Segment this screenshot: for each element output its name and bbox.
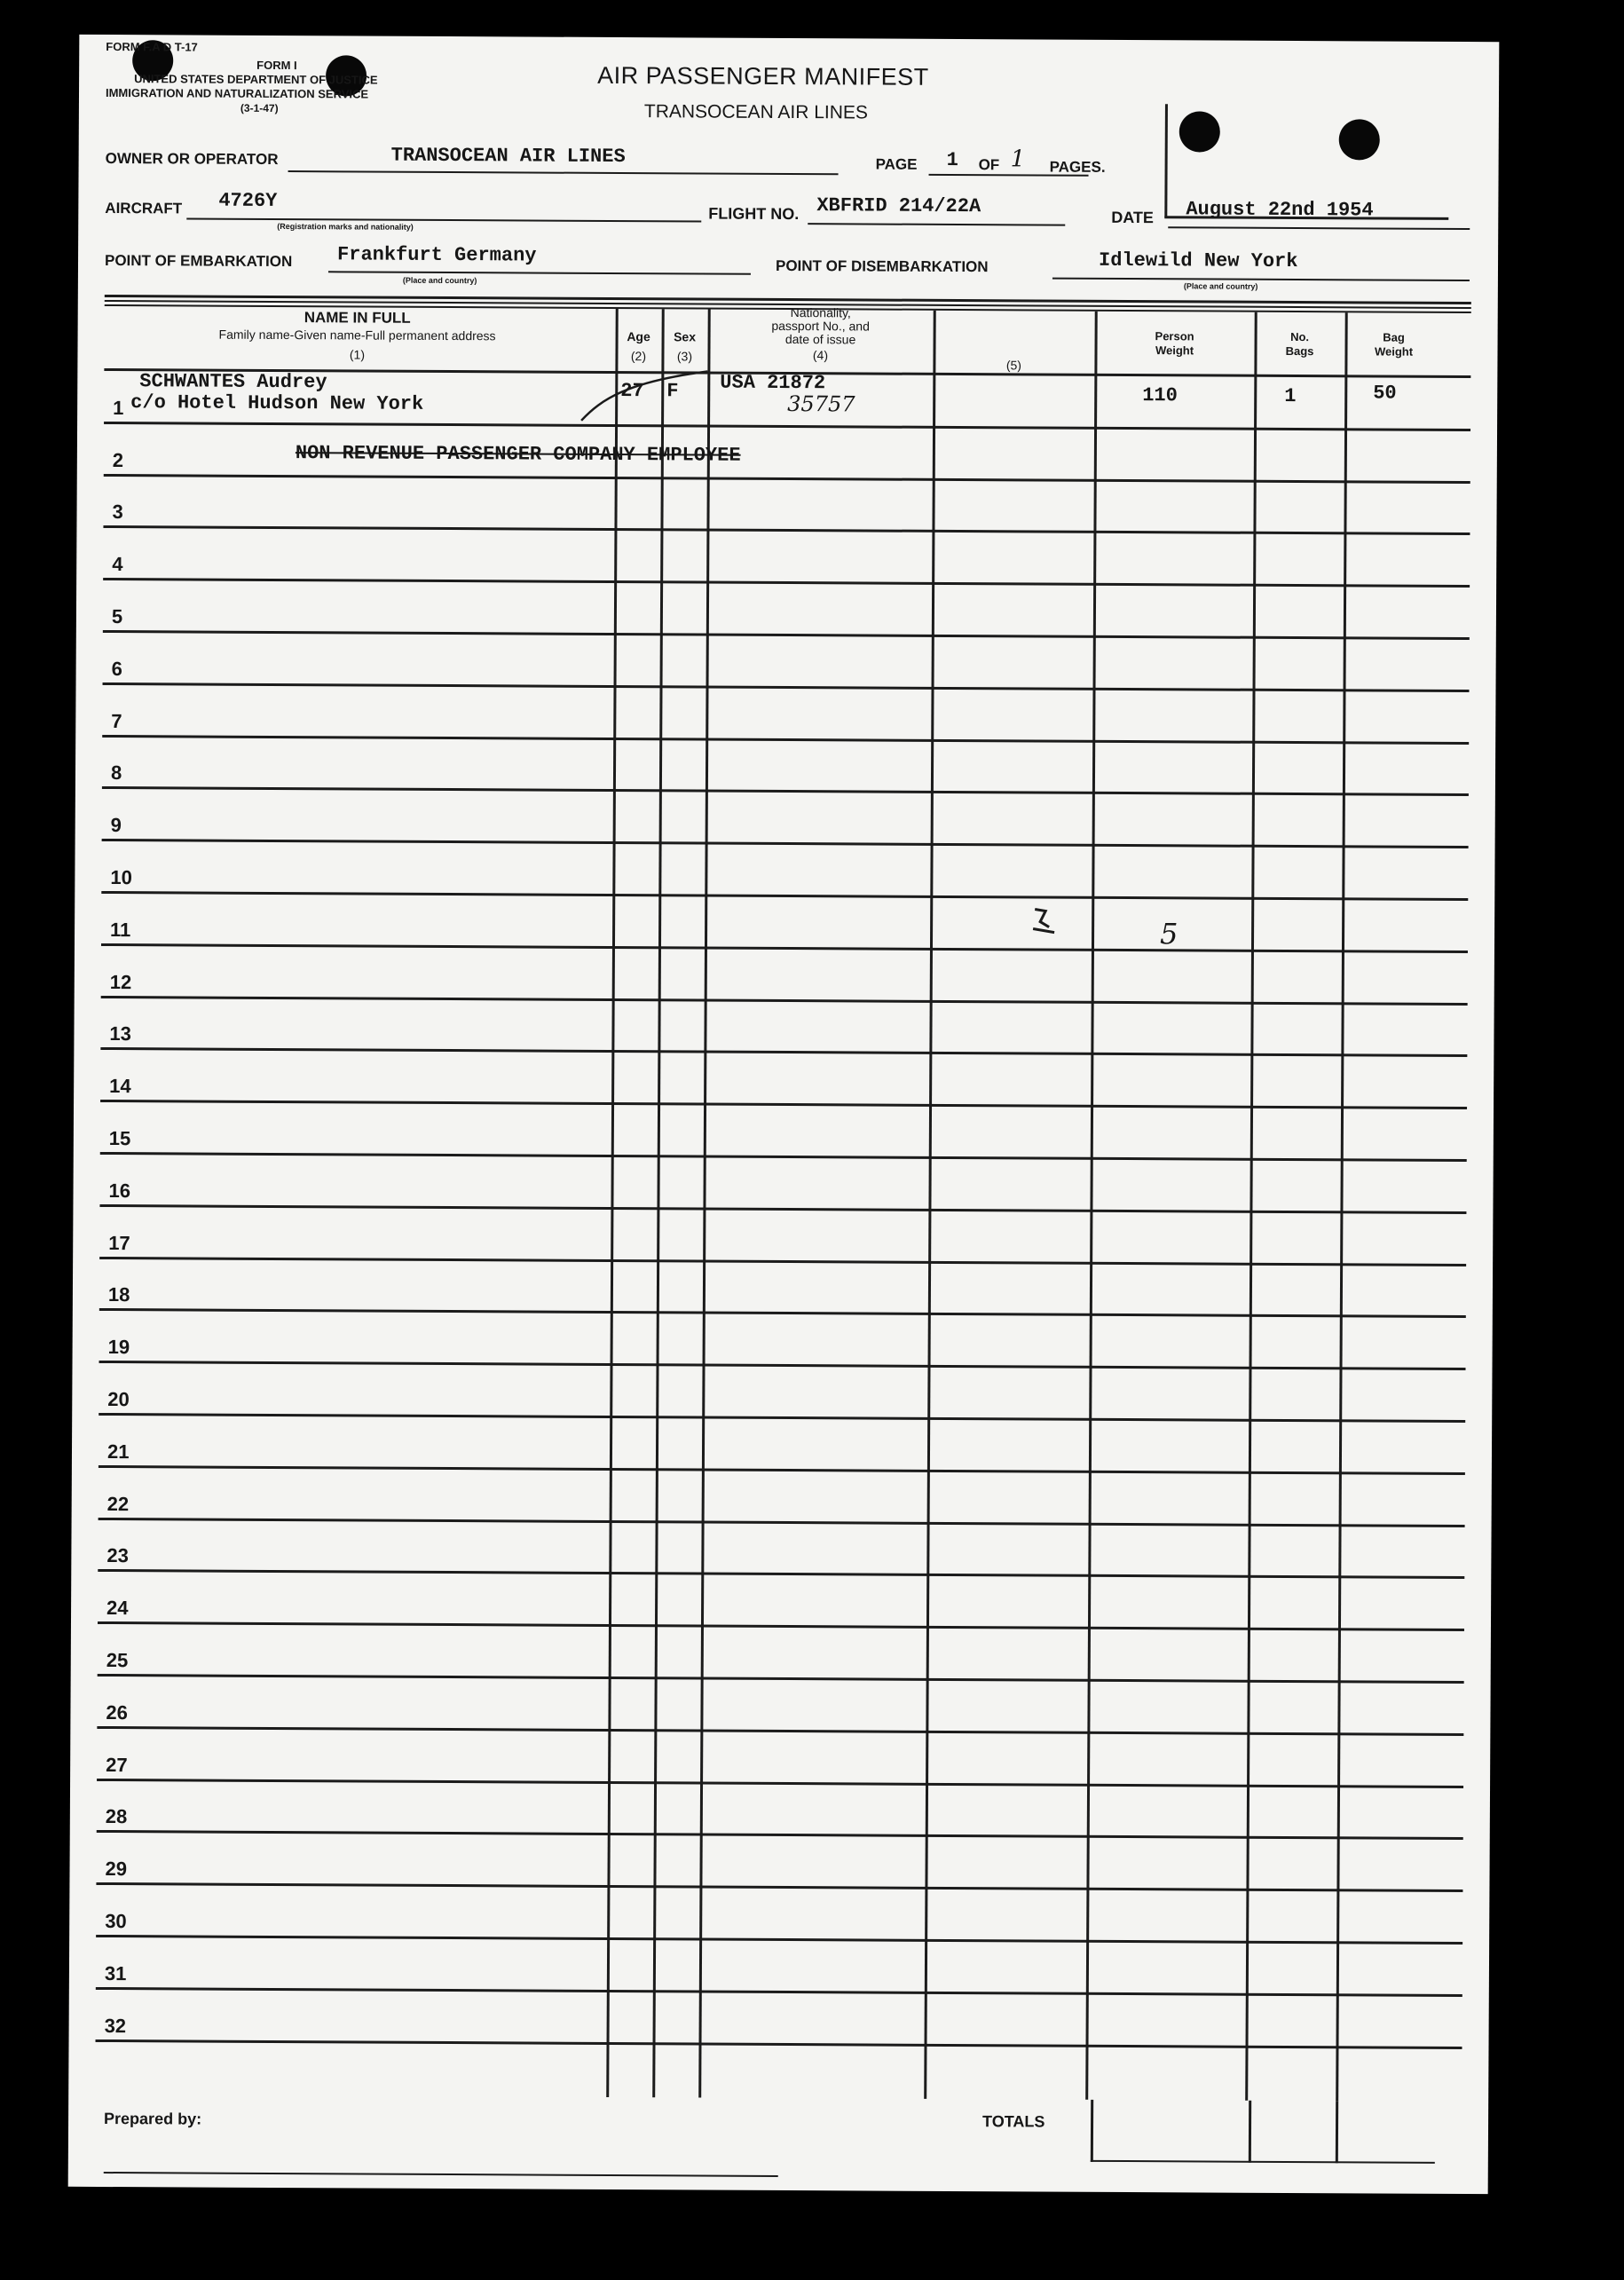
date-underline [1168,226,1470,230]
row-rule [103,525,1470,535]
row-number: 4 [112,553,123,576]
row-number: 6 [111,657,122,680]
header-name-sub: Family name-Given name-Full permanent address [218,327,496,343]
row-rule [104,422,1470,431]
passenger-name: SCHWANTES Audrey [139,370,327,394]
owner-value: TRANSOCEAN AIR LINES [390,144,626,169]
aircraft-value: 4726Y [218,189,278,212]
row-rule [99,1361,1466,1370]
date-value: August 22nd 1954 [1186,198,1374,222]
passenger-weight: 110 [1142,384,1178,407]
header-sex: Sex [674,329,697,344]
disembark-underline [1052,278,1470,281]
agency-line: UNITED STATES DEPARTMENT OF JUSTICE [134,72,378,87]
row-number: 3 [112,501,123,524]
row-rule [101,996,1468,1006]
form-title: AIR PASSENGER MANIFEST [597,61,929,91]
totals-label: TOTALS [982,2112,1045,2131]
owner-underline [288,170,839,175]
header-bags: Bags [1285,343,1314,359]
header-nationality: Nationality, [790,305,851,320]
row-number: 16 [108,1179,131,1202]
column-rule [606,309,619,2097]
header-sex-num: (3) [676,349,693,364]
aircraft-note: (Registration marks and nationality) [277,221,414,232]
row-rule [100,1152,1467,1162]
header-nationality: date of issue [784,331,856,347]
ink-mark [1026,902,1061,937]
row-number: 20 [107,1388,130,1411]
passenger-sex: F [666,380,679,403]
row-rule [101,891,1468,901]
row-rule [97,1779,1463,1788]
punch-hole [1179,111,1220,152]
embark-note: (Place and country) [402,275,477,286]
row-rule [98,1674,1464,1684]
embark-underline [328,271,751,274]
form-subtitle: TRANSOCEAN AIR LINES [643,101,869,123]
passenger-bags: 1 [1284,384,1297,408]
aircraft-underline [186,217,701,222]
row-rule [96,1987,1462,1997]
row-rule [103,578,1470,588]
row-number: 28 [105,1805,128,1828]
date-label: DATE [1111,208,1155,227]
header-name-num: (1) [349,347,366,362]
row-number: 7 [111,709,122,732]
row-rule [99,1465,1465,1475]
row-number: 31 [104,1961,127,1984]
header-bag-weight: Bag [1383,330,1405,344]
column-rule [698,310,711,2098]
header-name-title: NAME IN FULL [304,309,411,327]
prepared-by-line [104,2172,778,2177]
totals-box-rule [1249,2101,1251,2163]
row-rule [102,735,1469,745]
header-age-num: (2) [630,349,647,364]
row-rule [103,630,1470,640]
of-label: OF [978,156,1000,174]
row-number: 30 [105,1910,127,1933]
column-rule [1336,312,1348,2101]
row-number: 22 [106,1492,130,1515]
row-rule [98,1569,1464,1579]
agency-line: FORM I [256,58,297,73]
row-rule [97,1830,1463,1840]
row-number: 1 [113,396,124,419]
row-rule [98,1621,1464,1631]
row-number: 29 [105,1858,128,1881]
flight-value: XBFRID 214/22A [816,194,981,218]
passenger-address: c/o Hotel Hudson New York [130,391,424,415]
column-rule [652,309,665,2097]
header-nationality-num: (4) [812,348,829,363]
row-rule [99,1204,1466,1214]
agency-line: IMMIGRATION AND NATURALIZATION SERVICE [105,85,369,101]
page-label: PAGE [875,155,918,173]
row-rule [104,474,1470,484]
disembark-value: Idlewild New York [1098,249,1298,273]
row-number: 18 [107,1283,130,1306]
agency-line: (3-1-47) [240,101,279,115]
hand-stroke [574,366,716,429]
column-rule [1245,312,1257,2101]
row-number: 11 [110,918,131,941]
header-person-weight: Person [1155,329,1194,343]
row-rule [100,1047,1467,1057]
column-rule [1085,312,1098,2100]
row-number: 2 [112,448,124,471]
page-value: 1 [946,148,958,172]
flight-label: FLIGHT NO. [708,204,800,224]
row-number: 10 [110,866,132,889]
row-rule [99,1413,1465,1423]
row-rule [102,786,1469,796]
row-rule [102,839,1469,848]
of-value: 1 [1010,146,1026,173]
row-note: NON REVENUE PASSENGER COMPANY EMPLOYEE [295,442,741,467]
row-number: 24 [106,1597,129,1620]
passenger-age: 27 [620,380,644,403]
row-rule [96,2039,1462,2049]
row-rule [99,1308,1466,1318]
manifest-page [68,35,1500,2194]
row-number: 5 [111,605,123,628]
row-number: 8 [110,761,122,785]
header-bags: No. [1290,329,1310,344]
totals-box-rule [1336,2101,1338,2163]
header-bag-weight: Weight [1374,344,1414,359]
row-rule [103,682,1470,692]
row-rule [101,943,1468,953]
handwritten-mark: 5 [1159,917,1179,951]
row-number: 13 [109,1022,132,1045]
row-number: 15 [108,1127,131,1150]
embark-value: Frankfurt Germany [336,243,537,267]
totals-box-rule [1091,2160,1435,2164]
row-number: 14 [109,1075,131,1098]
row-number: 23 [106,1544,129,1567]
passenger-passport-handwritten: 35757 [787,391,855,417]
prepared-by-label: Prepared by: [104,2110,202,2128]
embark-label: POINT OF EMBARKATION [104,251,293,271]
column-rule [924,311,936,2099]
pages-label: PAGES. [1049,158,1106,176]
row-number: 27 [106,1753,128,1776]
disembark-label: POINT OF DISEMBARKATION [775,256,989,276]
form-code: FORM F.A D T-17 [106,39,198,54]
header-col5-num: (5) [1005,358,1022,373]
header-age: Age [627,329,650,344]
punch-hole [1339,119,1380,160]
row-number: 32 [104,2014,127,2037]
owner-label: OWNER OR OPERATOR [105,149,279,169]
flight-underline [808,223,1065,226]
row-number: 9 [110,814,122,837]
row-rule [96,1935,1462,1945]
row-number: 19 [107,1336,130,1359]
row-number: 21 [106,1440,130,1463]
row-rule [96,1882,1462,1892]
header-person-weight: Weight [1155,343,1194,358]
row-number: 12 [109,970,132,993]
row-number: 25 [106,1649,129,1672]
passenger-bag-weight: 50 [1373,382,1397,405]
disembark-note: (Place and country) [1183,281,1258,291]
row-rule [99,1257,1466,1266]
row-number: 17 [108,1231,130,1254]
aircraft-label: AIRCRAFT [105,199,183,217]
corner-bracket [1164,104,1168,217]
passenger-nationality: USA 21872 [720,371,826,395]
totals-box-rule [1091,2100,1093,2162]
row-rule [97,1726,1463,1736]
row-number: 26 [106,1700,129,1724]
row-rule [100,1100,1467,1109]
header-nationality: passport No., and [771,318,870,334]
row-rule [99,1518,1465,1527]
